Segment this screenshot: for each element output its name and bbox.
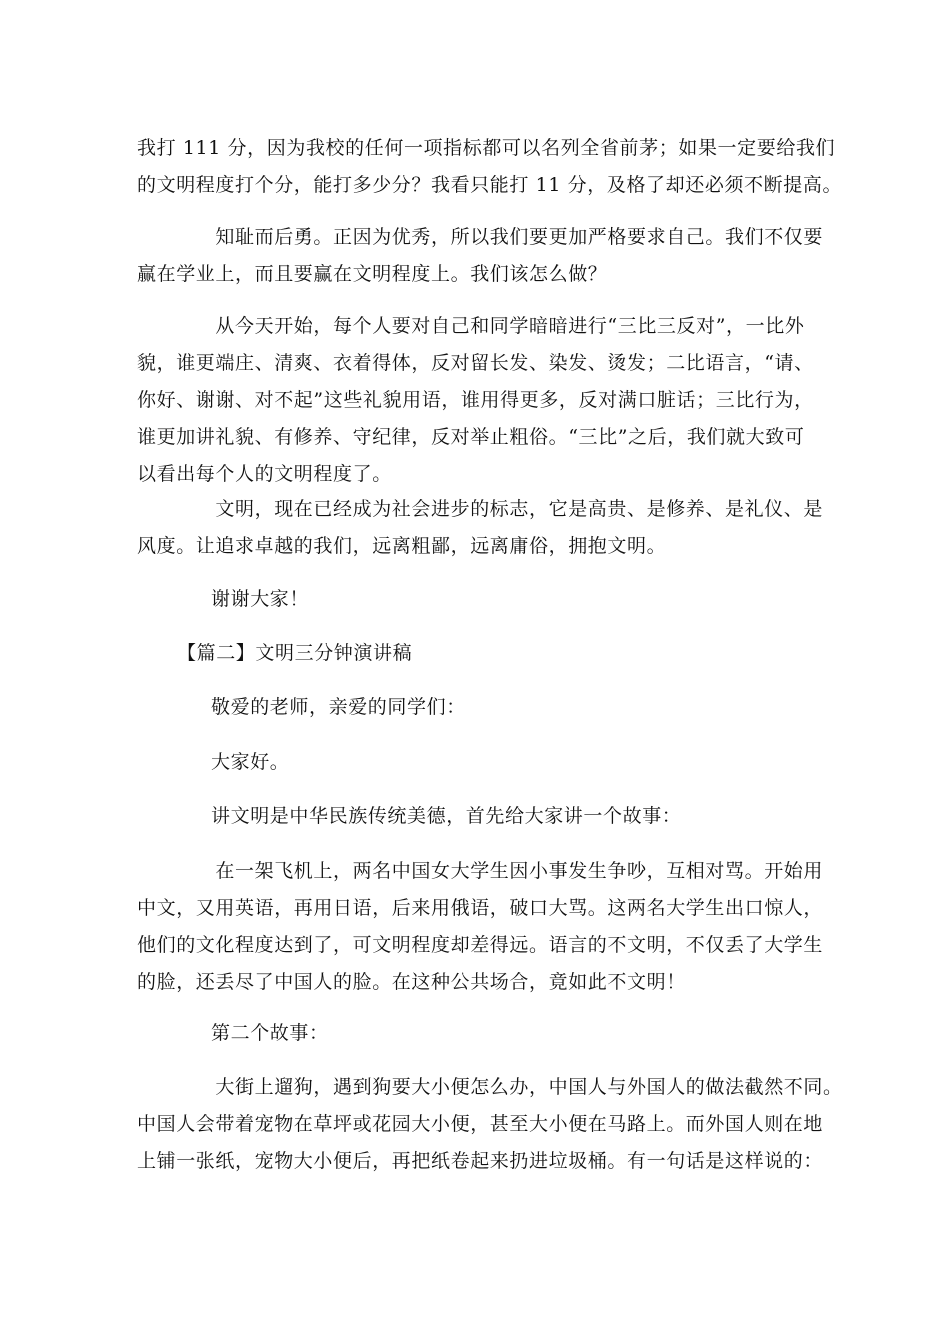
intro-line: 讲文明是中华民族传统美德，首先给大家讲一个故事： [211,805,682,827]
text-line: 风度。让追求卓越的我们，远离粗鄙，远离庸俗，拥抱文明。 [137,535,667,557]
text-line: 从今天开始，每个人要对自己和同学暗暗进行“三比三反对”，一比外 [137,315,805,337]
greeting: 大家好。 [211,751,290,773]
text-line: 我打 111 分，因为我校的任何一项指标都可以名列全省前茅；如果一定要给我们 [137,137,836,159]
text-line: 中文，又用英语，再用日语，后来用俄语，破口大骂。这两名大学生出口惊人， [137,897,824,919]
text-line: 上铺一张纸，宠物大小便后，再把纸卷起来扔进垃圾桶。有一句话是这样说的： [137,1150,824,1172]
text-line: 的文明程度打个分，能打多少分？我看只能打 11 分，及格了却还必须不断提高。 [137,174,843,196]
text-line: 文明，现在已经成为社会进步的标志，它是高贵、是修养、是礼仪、是 [137,498,824,520]
paragraph-story-one [137,853,824,1001]
text-line: 貌，谁更端庄、清爽、衣着得体，反对留长发、染发、烫发；二比语言，“请、 [137,352,814,374]
thanks-line: 谢谢大家！ [211,588,310,610]
text-line: 大街上遛狗，遇到狗要大小便怎么办，中国人与外国人的做法截然不同。 [137,1076,843,1098]
text-line: 你好、谢谢、对不起”这些礼貌用语，谁用得更多，反对满口脏话；三比行为， [137,389,814,411]
paragraph-shame [137,219,824,293]
salutation: 敬爱的老师，亲爱的同学们： [211,696,466,718]
paragraph-score [137,130,843,204]
story-two-label: 第二个故事： [211,1022,329,1044]
paragraph-story-two [137,1069,843,1180]
text-line: 赢在学业上，而且要赢在文明程度上。我们该怎么做？ [137,263,608,285]
section-heading: 【篇二】文明三分钟演讲稿 [177,642,413,664]
text-line: 他们的文化程度达到了，可文明程度却差得远。语言的不文明，不仅丢了大学生 [137,934,824,956]
text-line: 在一架飞机上，两名中国女大学生因小事发生争吵，互相对骂。开始用 [137,860,824,882]
text-line: 中国人会带着宠物在草坪或花园大小便，甚至大小便在马路上。而外国人则在地 [137,1113,824,1135]
paragraph-three-comparisons [137,308,817,493]
paragraph-civilization [137,491,824,565]
text-line: 知耻而后勇。正因为优秀，所以我们要更加严格要求自己。我们不仅要 [137,226,824,248]
text-line: 谁更加讲礼貌、有修养、守纪律，反对举止粗俗。“三比”之后，我们就大致可 [137,426,805,448]
text-line: 的脸，还丢尽了中国人的脸。在这种公共场合，竟如此不文明！ [137,971,686,993]
text-line: 以看出每个人的文明程度了。 [137,463,392,485]
